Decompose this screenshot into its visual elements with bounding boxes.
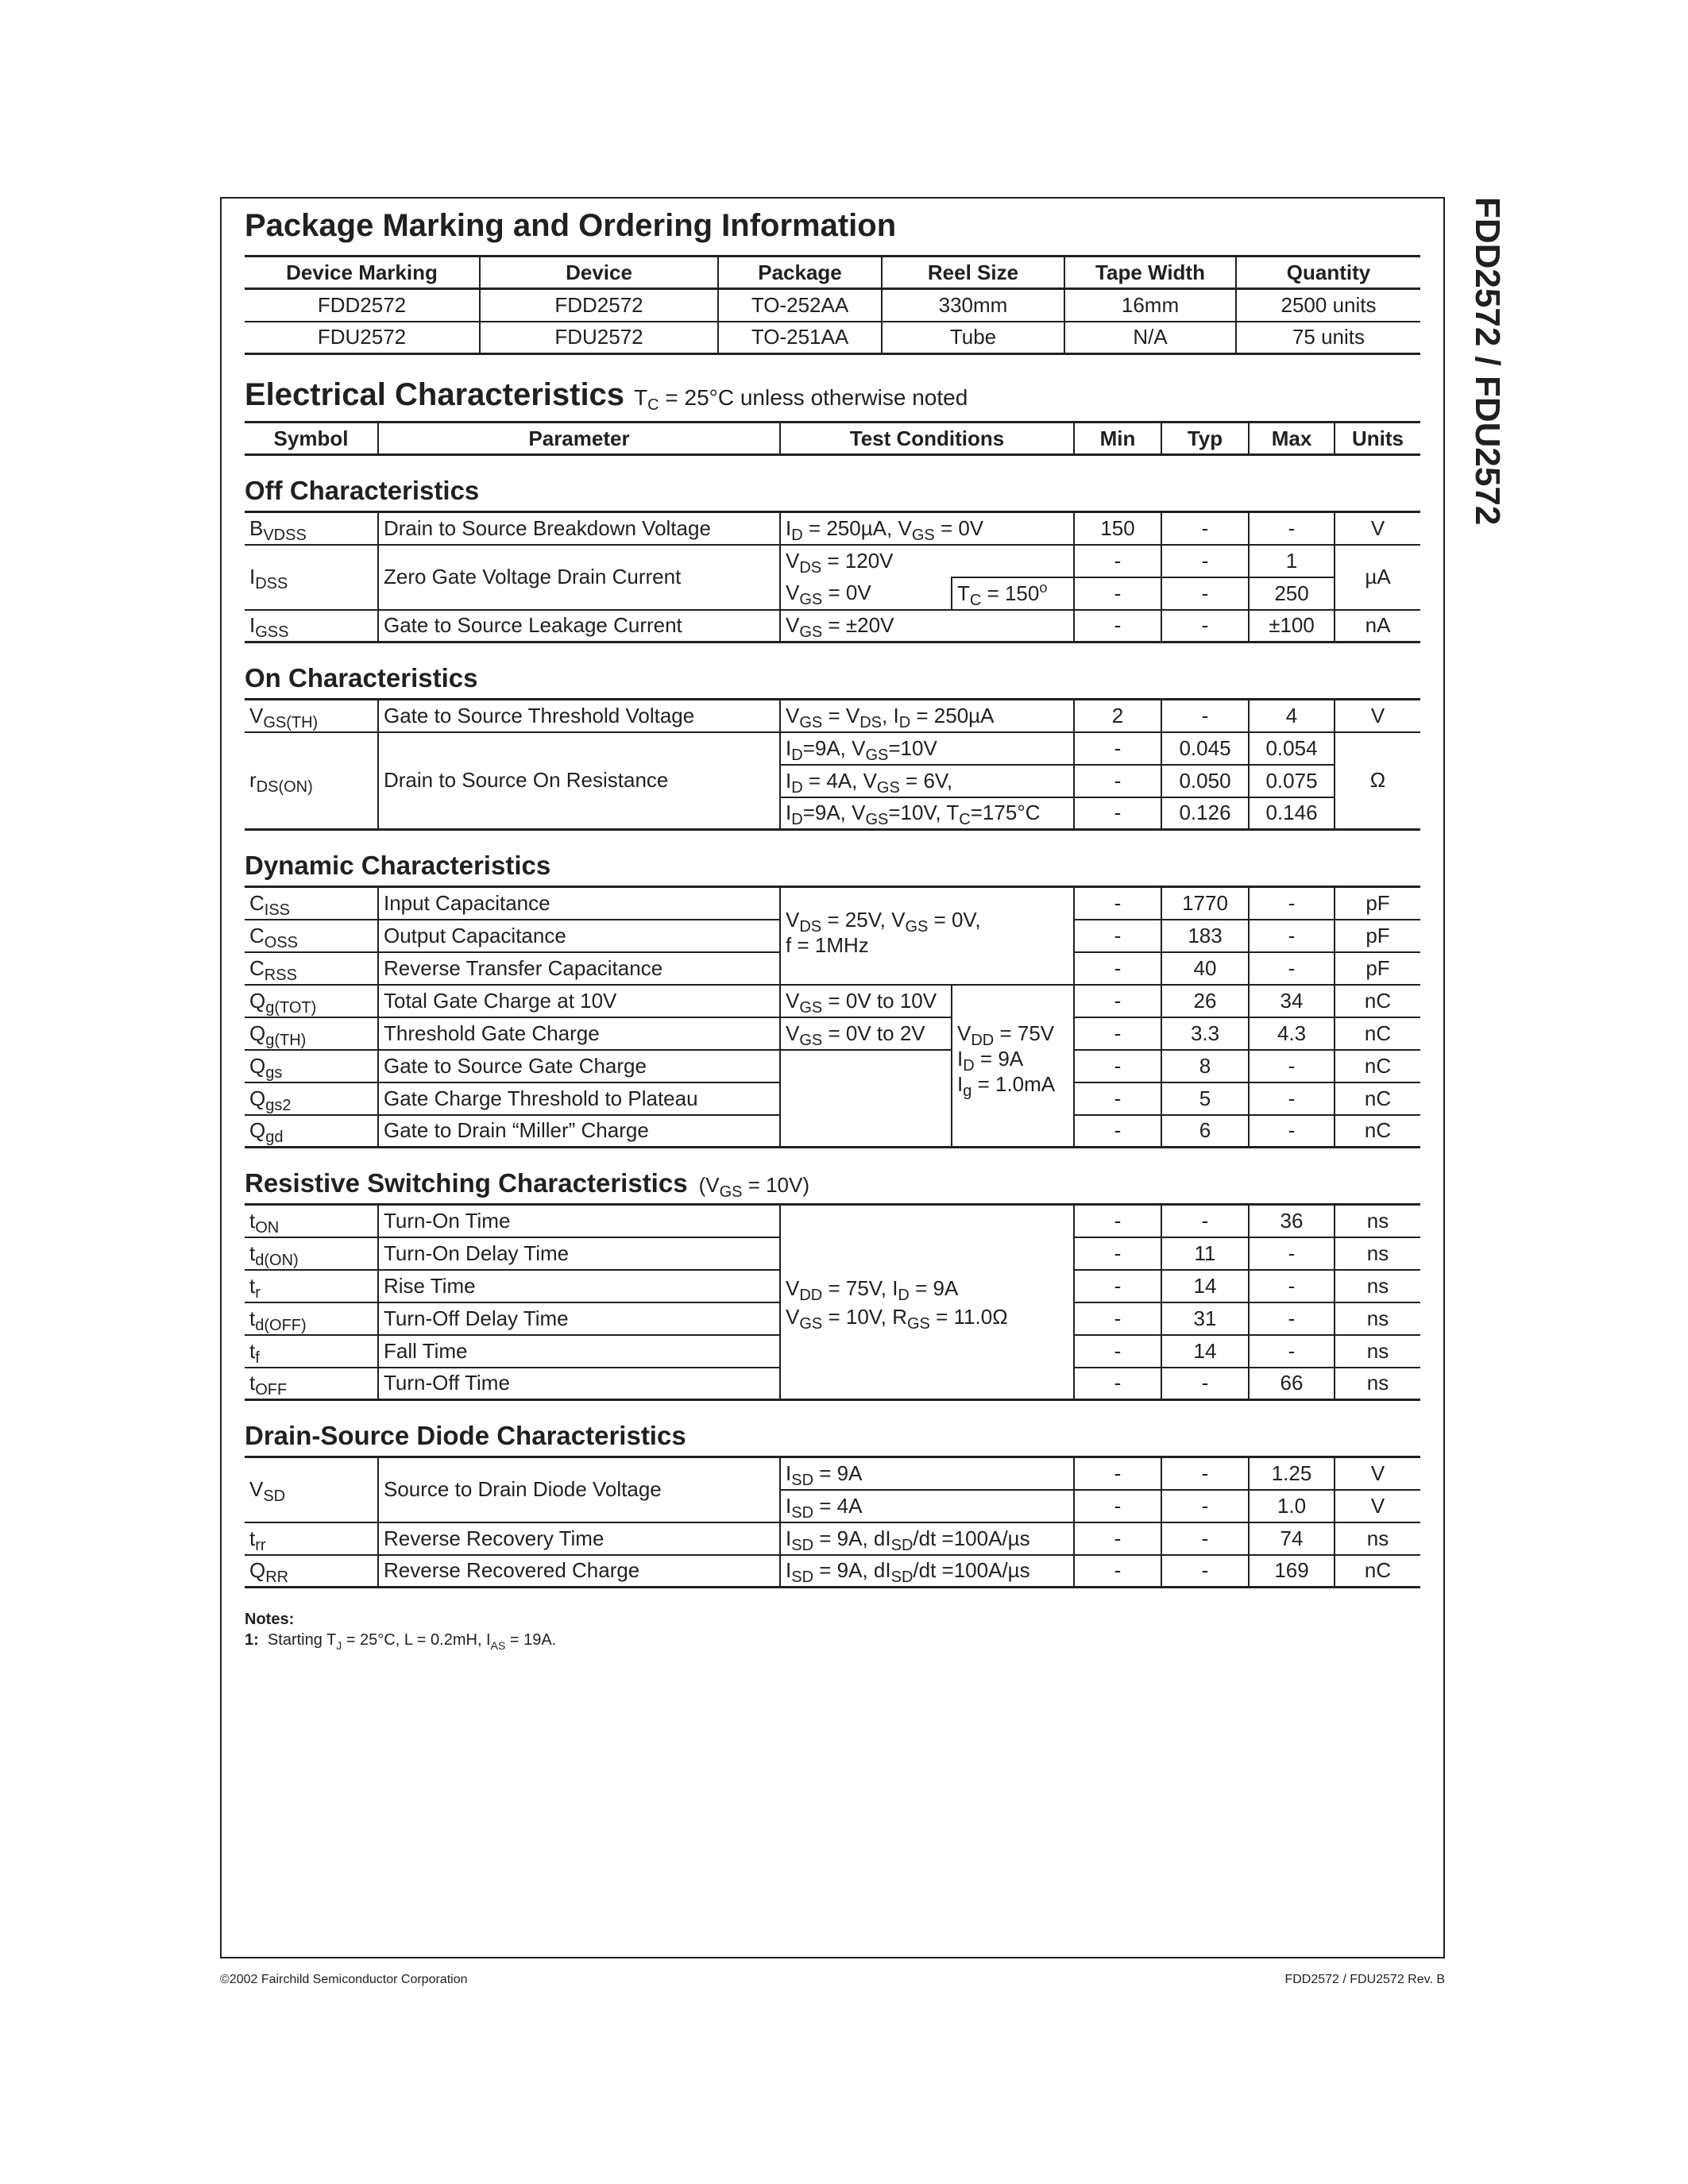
max: -: [1249, 1082, 1335, 1115]
symbol: $I_{GSS}$: [245, 610, 378, 642]
min: -: [1074, 1335, 1161, 1368]
units: Ω: [1335, 732, 1420, 830]
max: 0.054: [1249, 732, 1335, 765]
cell: 2500 units: [1236, 289, 1420, 322]
typ: 1770: [1161, 887, 1249, 920]
condition-empty: [780, 1050, 952, 1148]
parameter: Source to Drain Diode Voltage: [378, 1457, 780, 1522]
notes-title: Notes:: [245, 1611, 295, 1628]
min: -: [1074, 985, 1161, 1017]
header-min: Min: [1074, 423, 1161, 455]
units: nA: [1335, 610, 1420, 642]
header-units: Units: [1335, 423, 1420, 455]
units: V: [1335, 700, 1420, 732]
symbol: $C_{ISS}$: [245, 887, 378, 920]
cell: Tube: [882, 322, 1064, 354]
min: -: [1074, 577, 1161, 610]
header-package: Package: [718, 257, 882, 289]
parameter: Input Capacitance: [378, 887, 780, 920]
table-row: [245, 610, 1420, 642]
typ: 6: [1161, 1115, 1249, 1148]
electrical-title: [245, 377, 1420, 413]
condition-gate-charge: $V_{DD} = 75V$ $I_D = 9A$ $I_g = 1.0mA$: [952, 985, 1074, 1148]
electrical-header-row: [245, 423, 1420, 455]
units: nC: [1335, 1555, 1420, 1588]
min: -: [1074, 1522, 1161, 1555]
parameter: Gate to Drain “Miller” Charge: [378, 1115, 780, 1148]
min: -: [1074, 1115, 1161, 1148]
table-row: [245, 985, 1420, 1017]
header-quantity: Quantity: [1236, 257, 1420, 289]
min: -: [1074, 887, 1161, 920]
units: pF: [1335, 952, 1420, 985]
cell: FDD2572: [480, 289, 718, 322]
max: 66: [1249, 1368, 1335, 1400]
parameter: Zero Gate Voltage Drain Current: [378, 545, 780, 610]
units: V: [1335, 1457, 1420, 1490]
max: -: [1249, 1115, 1335, 1148]
max: 4.3: [1249, 1017, 1335, 1050]
units: ns: [1335, 1205, 1420, 1237]
units: nC: [1335, 1050, 1420, 1082]
symbol: $t_f$: [245, 1335, 378, 1368]
symbol: $C_{OSS}$: [245, 920, 378, 952]
typ: -: [1161, 512, 1249, 545]
units: µA: [1335, 545, 1420, 610]
typ: 31: [1161, 1302, 1249, 1335]
parameter: Gate to Source Gate Charge: [378, 1050, 780, 1082]
condition: $I_{SD} = 9A$, $dI_{SD}/dt =100A/\mu s$: [780, 1555, 1074, 1588]
max: 34: [1249, 985, 1335, 1017]
cell: TO-251AA: [718, 322, 882, 354]
max: -: [1249, 1050, 1335, 1082]
condition-temp: $T_C = 150^o$: [952, 577, 1074, 610]
table-row: [245, 887, 1420, 920]
max: 1.0: [1249, 1490, 1335, 1522]
header-symbol: Symbol: [245, 423, 378, 455]
symbol: $r_{DS(ON)}$: [245, 732, 378, 830]
units: V: [1335, 512, 1420, 545]
condition: $V_{GS} = 0V$ to 10V: [780, 985, 952, 1017]
header-max: Max: [1249, 423, 1335, 455]
header-device: Device: [480, 257, 718, 289]
symbol: $Q_{g(TOT)}$: [245, 985, 378, 1017]
units: V: [1335, 1490, 1420, 1522]
typ: -: [1161, 577, 1249, 610]
header-typ: Typ: [1161, 423, 1249, 455]
max: 1: [1249, 545, 1335, 577]
symbol: $Q_{gs2}$: [245, 1082, 378, 1115]
symbol: $Q_{gd}$: [245, 1115, 378, 1148]
cell: 330mm: [882, 289, 1064, 322]
switching-title: Resistive Switching Characteristics: [245, 1168, 688, 1198]
typ: -: [1161, 1522, 1249, 1555]
cell: TO-252AA: [718, 289, 882, 322]
max: -: [1249, 1302, 1335, 1335]
condition: $V_{GS} = V_{DS}$, $I_D = 250\mu A$: [780, 700, 1074, 732]
cell: 16mm: [1064, 289, 1236, 322]
symbol: $t_r$: [245, 1270, 378, 1302]
max: 74: [1249, 1522, 1335, 1555]
parameter: Gate Charge Threshold to Plateau: [378, 1082, 780, 1115]
parameter: Turn-Off Delay Time: [378, 1302, 780, 1335]
condition-switching: $V_{DD} = 75V$, $I_D = 9A$ $V_{GS} = 10V$, $R_{GS} = 11.0\Omega$: [780, 1205, 1074, 1400]
min: -: [1074, 952, 1161, 985]
typ: 14: [1161, 1270, 1249, 1302]
symbol: $Q_{RR}$: [245, 1555, 378, 1588]
table-row: [245, 1017, 1420, 1050]
min: -: [1074, 1205, 1161, 1237]
typ: 183: [1161, 920, 1249, 952]
parameter: Reverse Recovery Time: [378, 1522, 780, 1555]
condition: $I_D = 4A$, $V_{GS} = 6V$,: [780, 765, 1074, 797]
condition: $V_{DS} = 120V$: [780, 545, 1074, 577]
typ: -: [1161, 1368, 1249, 1400]
parameter: Rise Time: [378, 1270, 780, 1302]
footer-revision: FDD2572 / FDU2572 Rev. B: [1284, 1973, 1445, 1986]
max: -: [1249, 1335, 1335, 1368]
typ: 14: [1161, 1335, 1249, 1368]
table-row: [245, 1522, 1420, 1555]
switching-subtitle: $(V_{GS} = 10V)$: [698, 1173, 810, 1201]
header-test-conditions: Test Conditions: [780, 423, 1074, 455]
min: -: [1074, 732, 1161, 765]
units: ns: [1335, 1237, 1420, 1270]
note-1: 1: Starting $T_J = 25^\circ C$, L = 0.2mH, $I_{AS} = 19A$.: [245, 1631, 557, 1652]
min: -: [1074, 1082, 1161, 1115]
min: -: [1074, 1050, 1161, 1082]
typ: 5: [1161, 1082, 1249, 1115]
max: -: [1249, 887, 1335, 920]
typ: -: [1161, 1205, 1249, 1237]
parameter: Reverse Transfer Capacitance: [378, 952, 780, 985]
symbol: $Q_{gs}$: [245, 1050, 378, 1082]
max: -: [1249, 1270, 1335, 1302]
parameter: Turn-On Time: [378, 1205, 780, 1237]
condition: $I_D=9A$, $V_{GS}=10V$, $T_C=175^\circ C$: [780, 797, 1074, 830]
min: -: [1074, 1490, 1161, 1522]
condition: $V_{GS} = 0V$ to 2V: [780, 1017, 952, 1050]
units: nC: [1335, 1017, 1420, 1050]
cell: FDD2572: [245, 289, 480, 322]
min: -: [1074, 610, 1161, 642]
min: -: [1074, 1368, 1161, 1400]
table-row: [245, 289, 1420, 322]
units: nC: [1335, 985, 1420, 1017]
ordering-table: [245, 255, 1420, 355]
max: 36: [1249, 1205, 1335, 1237]
table-row: [245, 512, 1420, 545]
parameter: Reverse Recovered Charge: [378, 1555, 780, 1588]
min: -: [1074, 1302, 1161, 1335]
max: -: [1249, 920, 1335, 952]
ordering-header-row: [245, 257, 1420, 289]
footer-copyright: ©2002 Fairchild Semiconductor Corporation: [220, 1973, 468, 1986]
units: nC: [1335, 1082, 1420, 1115]
cell: 75 units: [1236, 322, 1420, 354]
table-row: [245, 700, 1420, 732]
header-device-marking: Device Marking: [245, 257, 480, 289]
symbol: $B_{VDSS}$: [245, 512, 378, 545]
symbol: $t_{d(ON)}$: [245, 1237, 378, 1270]
parameter: Output Capacitance: [378, 920, 780, 952]
condition: $I_{SD} = 9A$: [780, 1457, 1074, 1490]
parameter: Turn-Off Time: [378, 1368, 780, 1400]
parameter: Drain to Source On Resistance: [378, 732, 780, 830]
min: -: [1074, 545, 1161, 577]
typ: -: [1161, 545, 1249, 577]
typ: 0.050: [1161, 765, 1249, 797]
min: -: [1074, 797, 1161, 830]
section-on: On Characteristics: [245, 663, 478, 693]
cell: FDU2572: [480, 322, 718, 354]
symbol: $Q_{g(TH)}$: [245, 1017, 378, 1050]
condition: $I_{SD} = 4A$: [780, 1490, 1074, 1522]
typ: -: [1161, 1457, 1249, 1490]
parameter: Total Gate Charge at 10V: [378, 985, 780, 1017]
symbol: $V_{SD}$: [245, 1457, 378, 1522]
condition: $V_{GS} = 0V$: [780, 577, 952, 610]
notes: [245, 1609, 1420, 1650]
datasheet-content: [245, 208, 1420, 1650]
electrical-title-text: Electrical Characteristics: [245, 377, 625, 412]
symbol: $t_{OFF}$: [245, 1368, 378, 1400]
typ: 40: [1161, 952, 1249, 985]
min: -: [1074, 1270, 1161, 1302]
units: ns: [1335, 1335, 1420, 1368]
cell: N/A: [1064, 322, 1236, 354]
min: -: [1074, 765, 1161, 797]
header-parameter: Parameter: [378, 423, 780, 455]
max: -: [1249, 952, 1335, 985]
min: 2: [1074, 700, 1161, 732]
table-row: [245, 545, 1420, 577]
units: pF: [1335, 920, 1420, 952]
electrical-table: [245, 421, 1420, 1588]
header-tape-width: Tape Width: [1064, 257, 1236, 289]
min: -: [1074, 1237, 1161, 1270]
units: ns: [1335, 1270, 1420, 1302]
parameter: Gate to Source Leakage Current: [378, 610, 780, 642]
units: ns: [1335, 1368, 1420, 1400]
units: ns: [1335, 1302, 1420, 1335]
table-row: [245, 1050, 1420, 1082]
typ: 0.045: [1161, 732, 1249, 765]
min: -: [1074, 1457, 1161, 1490]
condition: $I_D = 250\mu A$, $V_{GS} = 0V$: [780, 512, 1074, 545]
typ: 8: [1161, 1050, 1249, 1082]
parameter: Threshold Gate Charge: [378, 1017, 780, 1050]
symbol: $t_{rr}$: [245, 1522, 378, 1555]
condition: $I_{SD} = 9A$, $dI_{SD}/dt =100A/\mu s$: [780, 1522, 1074, 1555]
table-row: [245, 1205, 1420, 1237]
typ: 11: [1161, 1237, 1249, 1270]
symbol: $C_{RSS}$: [245, 952, 378, 985]
typ: -: [1161, 700, 1249, 732]
side-title: FDD2572 / FDU2572: [1468, 197, 1507, 526]
cell: FDU2572: [245, 322, 480, 354]
parameter: Fall Time: [378, 1335, 780, 1368]
max: 169: [1249, 1555, 1335, 1588]
section-off: Off Characteristics: [245, 476, 480, 505]
table-row: [245, 1555, 1420, 1588]
max: 0.075: [1249, 765, 1335, 797]
typ: -: [1161, 1490, 1249, 1522]
symbol: $I_{DSS}$: [245, 545, 378, 610]
max: -: [1249, 1237, 1335, 1270]
max: 0.146: [1249, 797, 1335, 830]
ordering-title: Package Marking and Ordering Information: [245, 208, 897, 243]
symbol: $t_{d(OFF)}$: [245, 1302, 378, 1335]
section-dynamic: Dynamic Characteristics: [245, 851, 551, 880]
typ: -: [1161, 610, 1249, 642]
typ: 3.3: [1161, 1017, 1249, 1050]
section-switching: [245, 1148, 1420, 1205]
max: ±100: [1249, 610, 1335, 642]
typ: -: [1161, 1555, 1249, 1588]
max: 250: [1249, 577, 1335, 610]
condition: $V_{GS} = \pm 20V$: [780, 610, 1074, 642]
min: -: [1074, 920, 1161, 952]
min: 150: [1074, 512, 1161, 545]
condition-capacitance: $V_{DS} = 25V$, $V_{GS} = 0V$, f = 1MHz: [780, 887, 1074, 985]
table-row: [245, 322, 1420, 354]
parameter: Turn-On Delay Time: [378, 1237, 780, 1270]
min: -: [1074, 1017, 1161, 1050]
condition: $I_D=9A$, $V_{GS}=10V$: [780, 732, 1074, 765]
symbol: $V_{GS(TH)}$: [245, 700, 378, 732]
max: -: [1249, 512, 1335, 545]
symbol: $t_{ON}$: [245, 1205, 378, 1237]
table-row: [245, 1457, 1420, 1490]
parameter: Drain to Source Breakdown Voltage: [378, 512, 780, 545]
typ: 0.126: [1161, 797, 1249, 830]
electrical-subtitle: $T_C = 25^\circ C$ unless otherwise noted: [634, 385, 968, 414]
units: nC: [1335, 1115, 1420, 1148]
header-reel-size: Reel Size: [882, 257, 1064, 289]
typ: 26: [1161, 985, 1249, 1017]
table-row: [245, 732, 1420, 765]
max: 1.25: [1249, 1457, 1335, 1490]
min: -: [1074, 1555, 1161, 1588]
units: ns: [1335, 1522, 1420, 1555]
units: pF: [1335, 887, 1420, 920]
parameter: Gate to Source Threshold Voltage: [378, 700, 780, 732]
max: 4: [1249, 700, 1335, 732]
section-diode: Drain-Source Diode Characteristics: [245, 1421, 686, 1450]
